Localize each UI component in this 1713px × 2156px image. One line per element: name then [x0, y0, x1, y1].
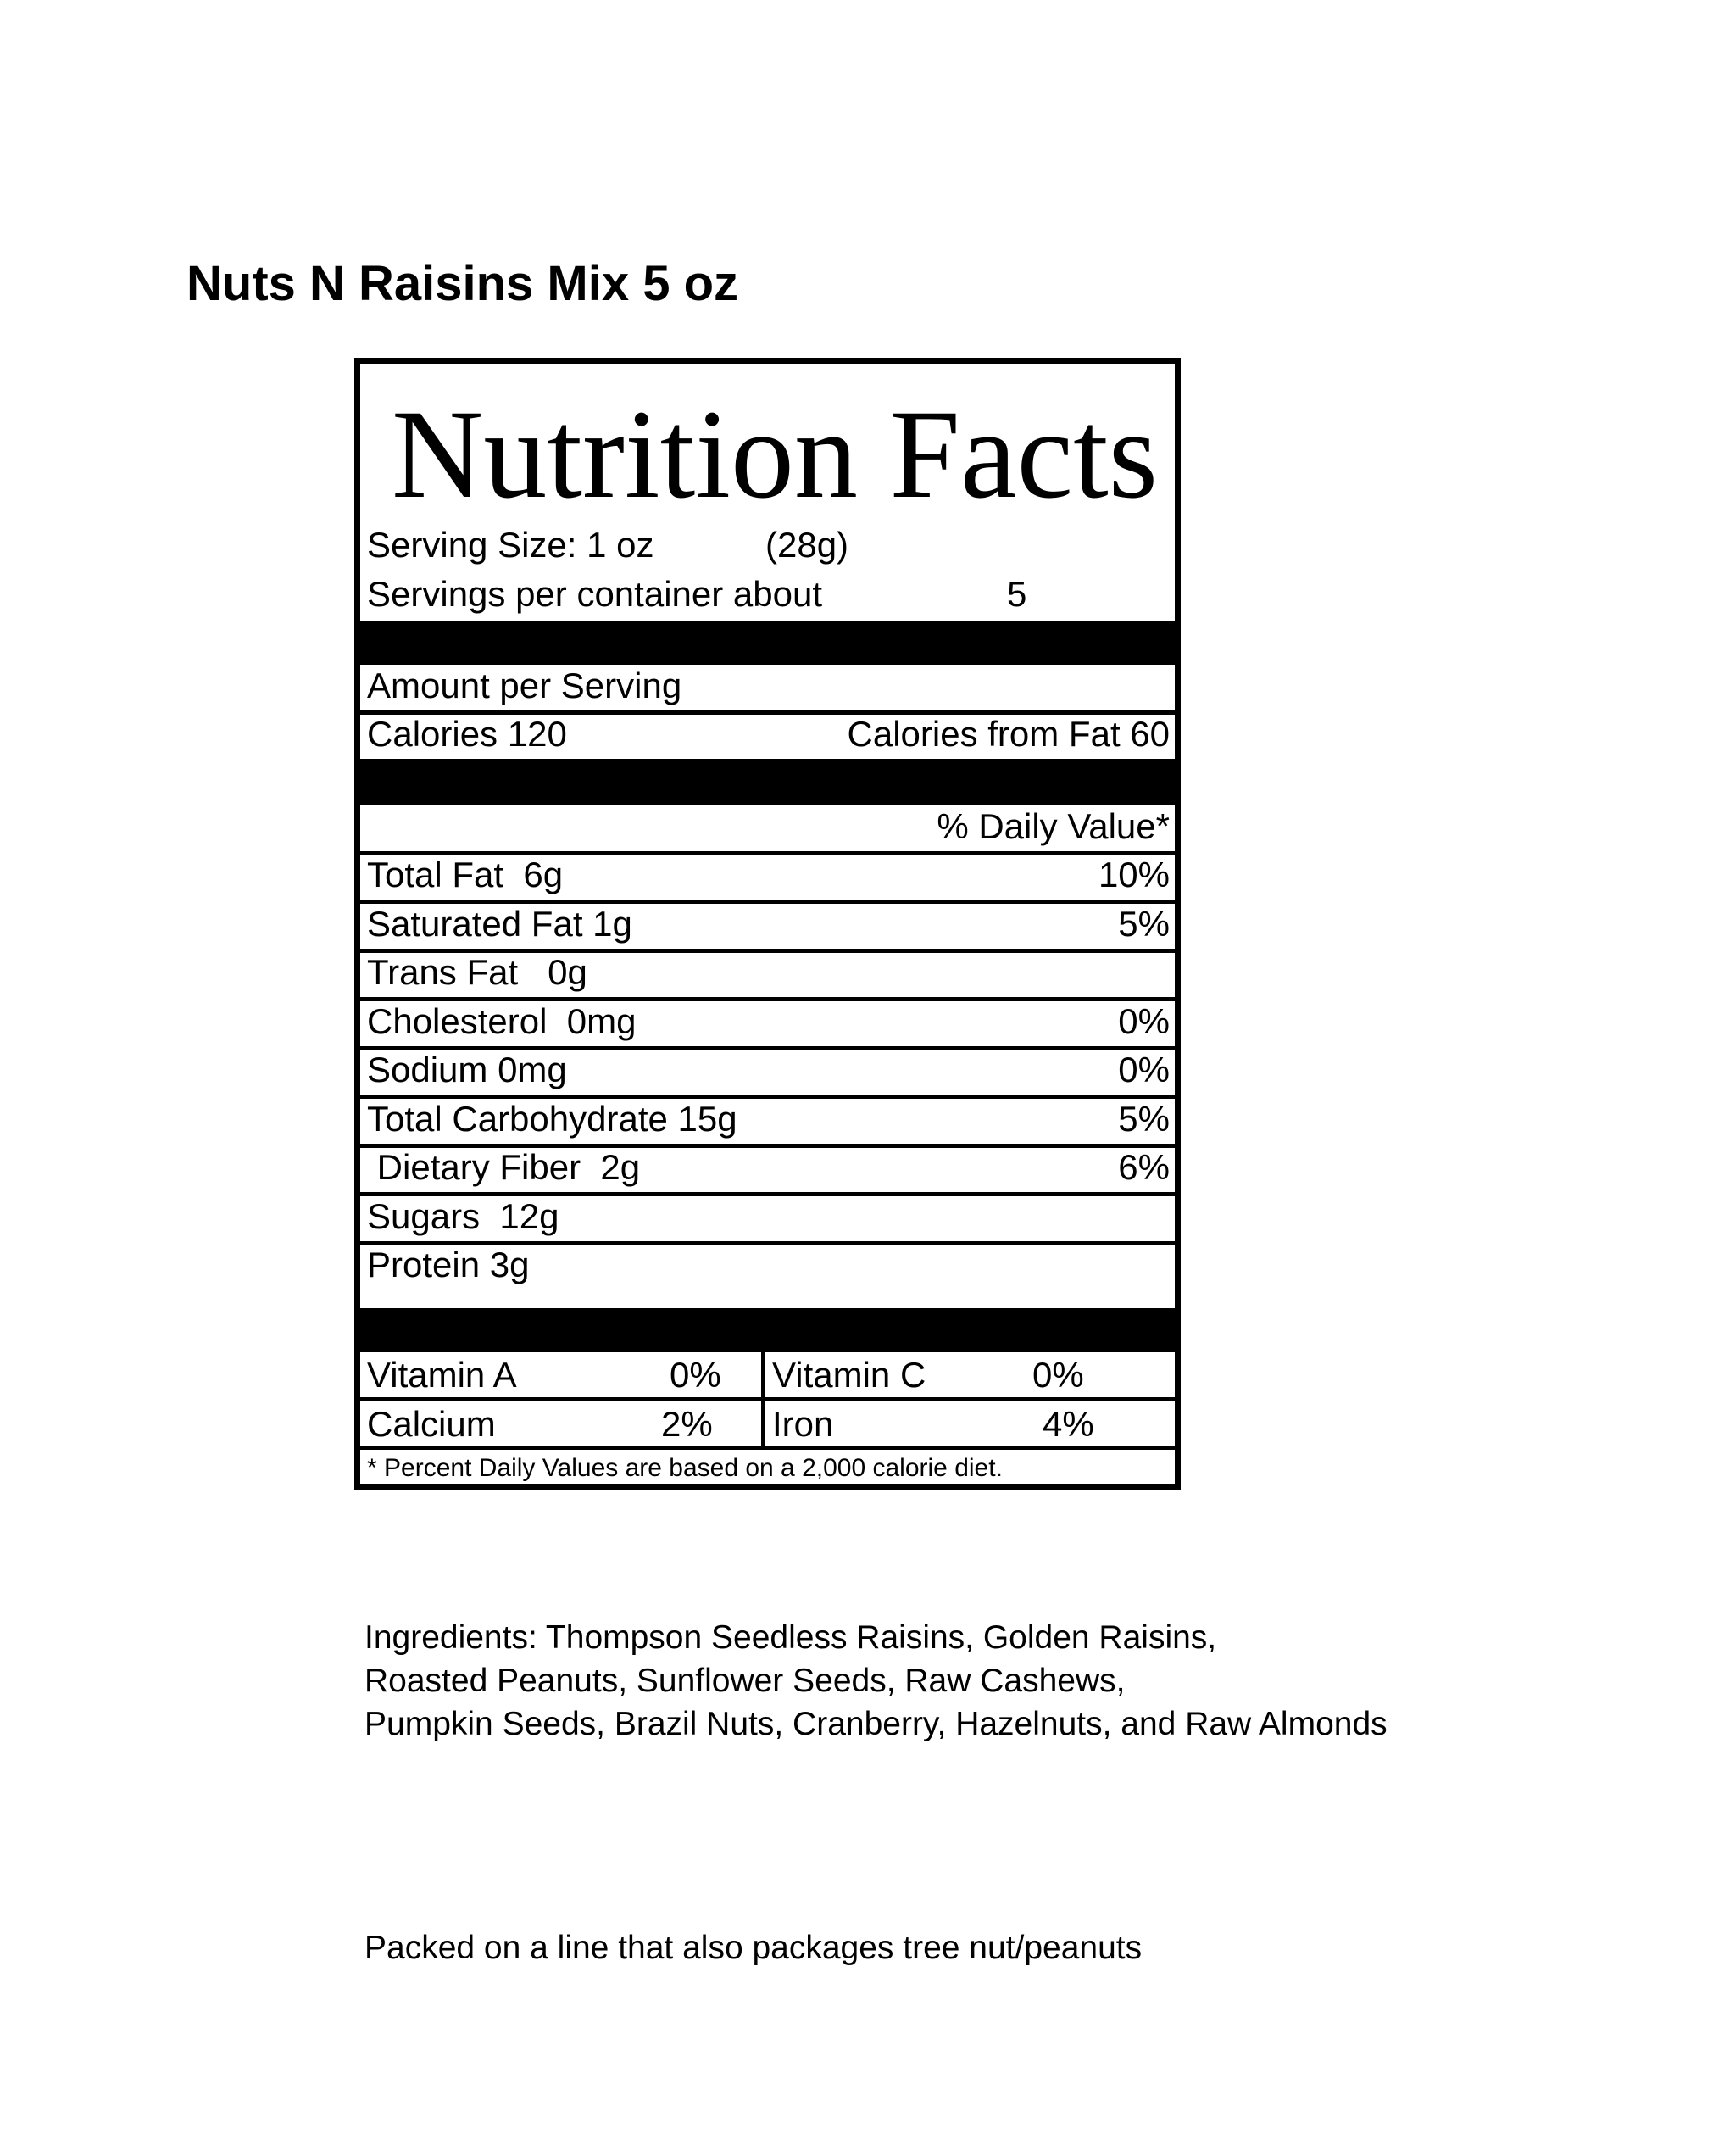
nutrient-name: Dietary Fiber 2g: [367, 1147, 641, 1187]
nutrient-name: Total Fat 6g: [367, 855, 564, 894]
iron-value: 4%: [1043, 1404, 1094, 1444]
calories-row: [360, 715, 1175, 759]
nutrient-name: Cholesterol 0mg: [367, 1000, 637, 1041]
nutrient-name: Sugars 12g: [367, 1195, 559, 1236]
daily-value-header-row: [360, 805, 1175, 851]
daily-value-header: % Daily Value*: [937, 806, 1170, 846]
nutrient-row: [360, 1245, 1175, 1290]
serving-size-label: Serving Size: 1 oz: [367, 525, 654, 565]
calories-label: Calories 120: [367, 714, 567, 754]
nutrient-row: [360, 855, 1175, 900]
nutrient-daily-value: 6%: [1118, 1147, 1170, 1187]
nutrient-name: Trans Fat 0g: [367, 952, 587, 992]
iron-label: Iron: [772, 1404, 834, 1444]
nutrient-row: [360, 1100, 1175, 1144]
nutrient-daily-value: 0%: [1118, 1000, 1170, 1041]
daily-value-footnote: * Percent Daily Values are based on a 2,000 calorie diet.: [367, 1454, 1003, 1482]
ingredients-line: Ingredients: Thompson Seedless Raisins, Golden Raisins,: [364, 1619, 1217, 1656]
servings-per-container-row: [360, 570, 1175, 619]
thick-divider: [360, 621, 1175, 665]
amount-per-serving-row: [360, 665, 1175, 710]
servings-per-container-value: 5: [1007, 574, 1027, 614]
vitamin-a-value: 0%: [670, 1355, 721, 1395]
nutrient-row: [360, 905, 1175, 949]
thick-divider: [360, 759, 1175, 805]
calcium-value: 2%: [661, 1404, 713, 1444]
ingredients-line: Pumpkin Seeds, Brazil Nuts, Cranberry, Hazelnuts, and Raw Almonds: [364, 1706, 1388, 1742]
nutrient-row: [360, 1002, 1175, 1046]
nutrient-row: [360, 1197, 1175, 1241]
ingredients-line: Roasted Peanuts, Sunflower Seeds, Raw Cashews,: [364, 1663, 1126, 1699]
calcium-label: Calcium: [367, 1404, 496, 1444]
nutrient-row: [360, 1148, 1175, 1192]
nutrient-daily-value: 5%: [1118, 1098, 1170, 1139]
thin-divider: [360, 1397, 1175, 1401]
nutrient-name: Protein 3g: [367, 1245, 530, 1284]
nutrient-daily-value: 10%: [1098, 855, 1170, 894]
nutrient-daily-value: 0%: [1118, 1050, 1170, 1089]
vitamin-a-label: Vitamin A: [367, 1355, 517, 1395]
nutrient-name: Sodium 0mg: [367, 1050, 567, 1089]
nutrient-row: [360, 953, 1175, 997]
nutrient-row: [360, 1050, 1175, 1095]
vitamin-c-value: 0%: [1032, 1355, 1084, 1395]
thin-divider: [360, 1446, 1175, 1450]
serving-size-row: [360, 521, 1175, 570]
nutrition-facts-label: [354, 358, 1181, 1490]
nutrient-name: Total Carbohydrate 15g: [367, 1098, 737, 1139]
vitamin-c-label: Vitamin C: [772, 1355, 926, 1395]
product-title: Nuts N Raisins Mix 5 oz: [186, 256, 739, 311]
allergen-note: Packed on a line that also packages tree nut/peanuts: [364, 1930, 1143, 1966]
thick-divider: [360, 1308, 1175, 1352]
ingredients-block: [364, 1616, 1388, 1746]
calories-from-fat: Calories from Fat 60: [847, 714, 1170, 754]
servings-per-container-label: Servings per container about: [367, 574, 822, 614]
serving-size-grams: (28g): [765, 525, 849, 565]
nutrient-name: Saturated Fat 1g: [367, 903, 632, 944]
amount-per-serving-label: Amount per Serving: [367, 666, 682, 705]
nutrient-daily-value: 5%: [1118, 903, 1170, 944]
nutrition-facts-heading: Nutrition Facts: [392, 384, 1159, 525]
